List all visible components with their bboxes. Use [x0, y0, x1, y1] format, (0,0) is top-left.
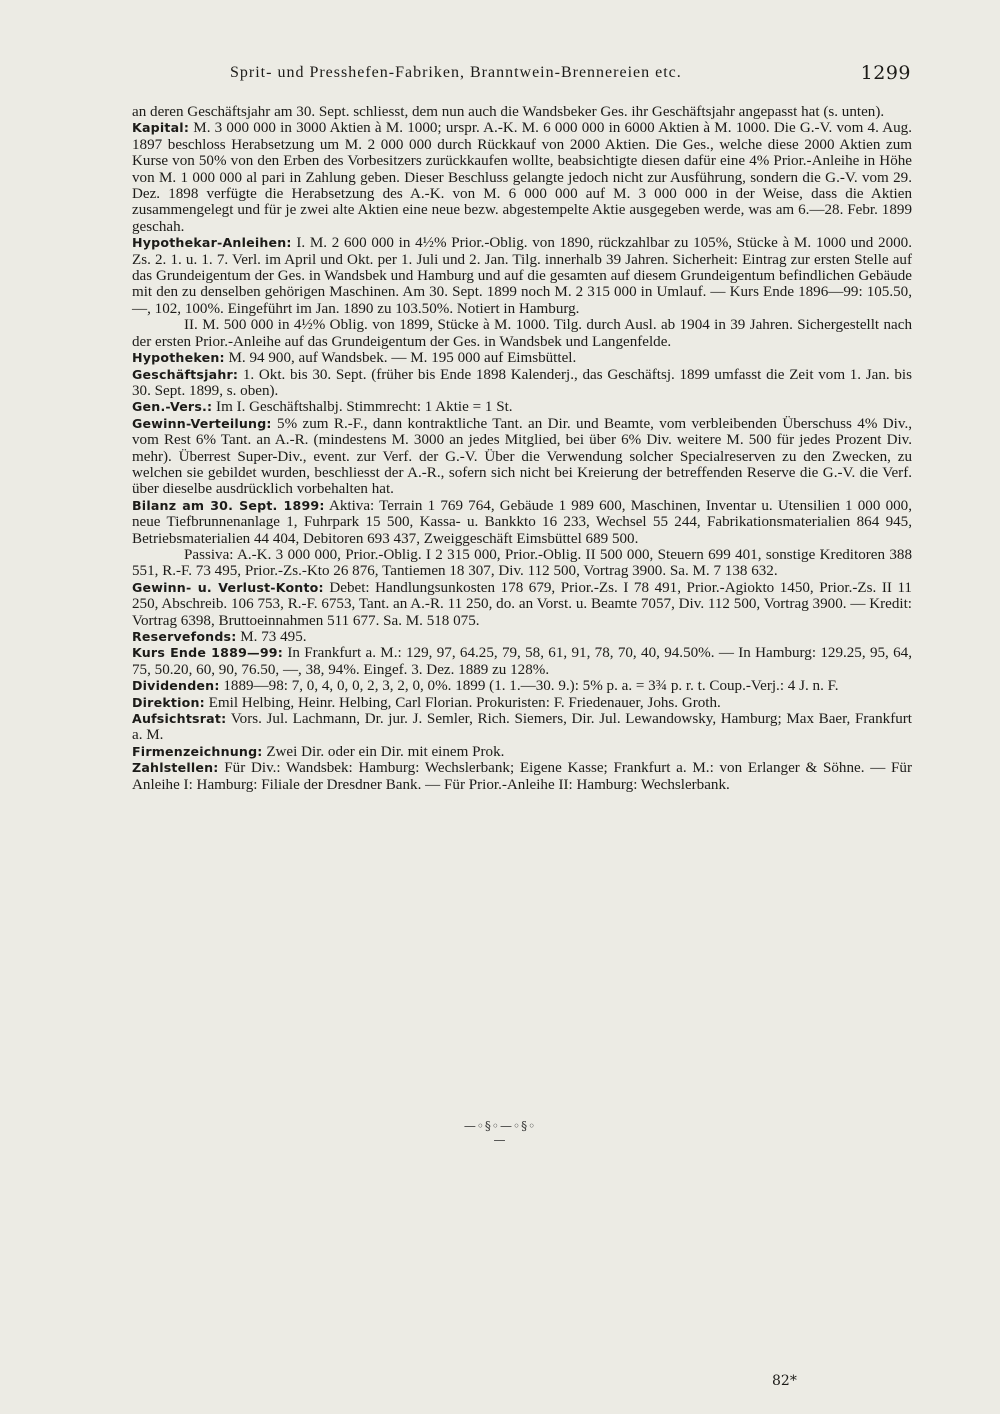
entries-list [132, 120, 912, 793]
entry-label: Hypothekar-Anleihen: [132, 235, 292, 251]
entry-text: Passiva: A.-K. 3 000 000, Prior.-Oblig. I 2 315 000, Prior.-Oblig. II 500 000, Steuern 699 401, sonstige Kreditoren 388 551, R.-F. 73 495, Prior.-Zs.-Kto 26 876, Tantiemen 18 307, Div. 112 500, Vortrag 3900. Sa. M. 7 138 632. [132, 546, 912, 580]
entry-label: Aufsichtsrat: [132, 711, 227, 727]
entry-label: Kapital: [132, 120, 190, 136]
entry-text: II. M. 500 000 in 4½% Oblig. von 1899, Stücke à M. 1000. Tilg. durch Ausl. ab 1904 in 39 Jahren. Sichergestellt nach der ersten Prior.-Anleihe auf das Grundeigentum der Ges. in Wandsbek und Langenfelde. [132, 317, 912, 350]
document-body [132, 104, 912, 793]
entry-paragraph [132, 235, 912, 317]
entry-text: M. 94 900, auf Wandsbek. — M. 195 000 auf Eimsbüttel. [228, 350, 577, 367]
entry-text: M. 73 495. [240, 629, 307, 645]
entry-paragraph [132, 416, 912, 498]
entry-text: 1. Okt. bis 30. Sept. (früher bis Ende 1898 Kalenderj., das Geschäftsj. 1899 umfasst die Zeit vom 1. Jan. bis 30. Sept. 1899, s. oben). [132, 366, 913, 399]
entry-text: Debet: Handlungsunkosten 178 679, Prior.-Zs. I 78 491, Prior.-Agiokto 1450, Prior.-Zs. II 11 250, Abschreib. 106 753, R.-F. 6753, Tant. an A.-R. 11 250, do. an Vorst. u. Beamte 7057, Div. 112 500, Vortrag 3900. — Kredit: Vortrag 6398, Bruttoeinnahmen 511 677. Sa. M. 518 075. [132, 579, 912, 629]
entry-paragraph [132, 711, 912, 744]
entry-paragraph [132, 629, 912, 645]
entry-paragraph [132, 678, 912, 694]
entry-paragraph [132, 744, 912, 760]
entry-text: Aktiva: Terrain 1 769 764, Gebäude 1 989 600, Maschinen, Inventar u. Utensilien 1 000 000, neue Tiefbrunnenanlage 1, Fuhrpark 15 500, Kassa- u. Bankkto 16 233, Wechsel 55 244, Fabrikationsmaterialien 864 945, Betriebsmaterialien 44 404, Debitoren 693 437, Zweiggeschäft Eimsbüttel 689 500. [132, 497, 912, 547]
entry-paragraph [132, 547, 912, 580]
entry-label: Dividenden: [132, 678, 220, 694]
sheet-signature: 82* [772, 1373, 797, 1389]
entry-label: Hypotheken: [132, 350, 225, 366]
entry-label: Reservefonds: [132, 629, 237, 644]
entry-label: Gewinn- u. Verlust-Konto: [132, 579, 324, 595]
entry-text: 5% zum R.-F., dann kontraktliche Tant. an Dir. und Beamte, vom verbleibenden Überschuss 4% Div., vom Rest 6% Tant. an A.-R. (mindestens M. 3000 an jedes Mitglied, bei über 6% Div. weitere M. 500 für jedes Prozent Div. mehr). Überrest Super-Div., event. zur Verf. der G.-V. Über die Verwendung solcher Specialreserven zu den Zwecken, zu welchen sie gebildet wurden, beschliesst der A.-R., sofern sich nicht bei Kreierung der betreffenden Reserve die G.-V. die Verf. über dieselbe ausdrücklich vorbehalten hat. [132, 415, 912, 498]
entry-text: Für Div.: Wandsbek: Hamburg: Wechslerbank; Eigene Kasse; Frankfurt a. M.: von Erlanger & Söhne. — Für Anleihe I: Hamburg: Filiale der Dresdner Bank. — Für Prior.-Anleihe II: Hamburg: Wechslerbank. [132, 760, 913, 793]
entry-paragraph [132, 399, 912, 415]
entry-label: Bilanz am 30. Sept. 1899: [132, 497, 325, 513]
entry-text: Vors. Jul. Lachmann, Dr. jur. J. Semler, Rich. Siemers, Dir. Jul. Lewandowsky, Hamburg; Max Baer, Frankfurt a. M. [132, 711, 912, 744]
intro-paragraph: an deren Geschäftsjahr am 30. Sept. schliesst, dem nun auch die Wandsbeker Ges. ihr Geschäftsjahr angepasst hat (s. unten). [132, 104, 885, 120]
entry-paragraph [132, 695, 912, 711]
entry-text: In Frankfurt a. M.: 129, 97, 64.25, 79, 58, 61, 91, 78, 70, 40, 94.50%. — In Hamburg: 129.25, 95, 64, 75, 50.20, 60, 90, 76.50, —, 38, 94%. Eingef. 3. Dez. 1889 zu 128%. [132, 645, 912, 678]
entry-label: Gen.-Vers.: [132, 399, 213, 415]
entry-paragraph [132, 498, 912, 547]
entry-text: Emil Helbing, Heinr. Helbing, Carl Florian. Prokuristen: F. Friedenauer, Johs. Groth. [208, 694, 721, 711]
entry-paragraph [132, 317, 912, 350]
end-ornament: —◦§◦—◦§◦— [463, 1119, 537, 1147]
entry-label: Direktion: [132, 694, 205, 710]
entry-text: Im I. Geschäftshalbj. Stimmrecht: 1 Aktie = 1 St. [216, 399, 513, 416]
running-title: Sprit- und Presshefen-Fabriken, Branntwein-Brennereien etc. [230, 64, 682, 81]
entry-text: M. 3 000 000 in 3000 Aktien à M. 1000; urspr. A.-K. M. 6 000 000 in 6000 Aktien à M. 1000. Die G.-V. vom 4. Aug. 1897 beschloss Herabsetzung um M. 2 000 000 durch Rückkauf von 2000 Aktien. Die Ges., welche diese 2000 Aktien zum Kurse von 50% von den Erben des Vorbesitzers zurückkaufen wollte, beabsichtigte diesen dafür eine 4% Prior.-Anleihe in Höhe von M. 1 000 000 al pari in Zahlung geben. Dieser Beschluss gelangte jedoch nicht zur Ausführung, sondern die G.-V. vom 29. Dez. 1898 verfügte die Herabsetzung des A.-K. von M. 6 000 000 auf M. 3 000 000 in der Weise, dass die Aktien zusammengelegt und für je zwei alte Aktien eine neue bezw. abgestempelte Aktie ausgegeben werde, was am 6.—28. Febr. 1899 geschah. [132, 120, 912, 235]
entry-paragraph [132, 580, 912, 629]
entry-text: Zwei Dir. oder ein Dir. mit einem Prok. [266, 743, 505, 760]
entry-label: Zahlstellen: [132, 760, 219, 776]
entry-paragraph [132, 120, 912, 235]
entry-label: Firmenzeichnung: [132, 743, 263, 759]
entry-label: Kurs Ende 1889—99: [132, 645, 283, 661]
entry-paragraph [132, 367, 912, 400]
entry-text: I. M. 2 600 000 in 4½% Prior.-Oblig. von 1890, rückzahlbar zu 105%, Stücke à M. 1000 und 2000. Zs. 2. 1. u. 1. 7. Verl. im April und Okt. per 1. Juli und 2. Jan. Tilg. innerhalb 39 Jahren. Sicherheit: Eintrag zur ersten Stelle auf das Grundeigentum der Ges. in Wandsbek und Hamburg und auf die gesamten auf diesem Grundeigentum befindlichen Gebäude mit den zu denselben gehörigen Maschinen. Am 30. Sept. 1899 noch M. 2 315 000 in Umlauf. — Kurs Ende 1896—99: 105.50, —, 102, 100%. Eingeführt im Jan. 1890 zu 103.50%. Notiert in Hamburg. [132, 235, 913, 317]
entry-label: Geschäftsjahr: [132, 366, 239, 382]
entry-paragraph [132, 645, 912, 678]
entry-paragraph [132, 350, 912, 366]
entry-text: 1889—98: 7, 0, 4, 0, 0, 2, 3, 2, 0, 0%. 1899 (1. 1.—30. 9.): 5% p. a. = 3¾ p. r. t. Coup.-Verj.: 4 J. n. F. [223, 678, 839, 695]
page-number: 1299 [860, 62, 911, 84]
entry-label: Gewinn-Verteilung: [132, 415, 272, 431]
entry-paragraph [132, 760, 912, 793]
